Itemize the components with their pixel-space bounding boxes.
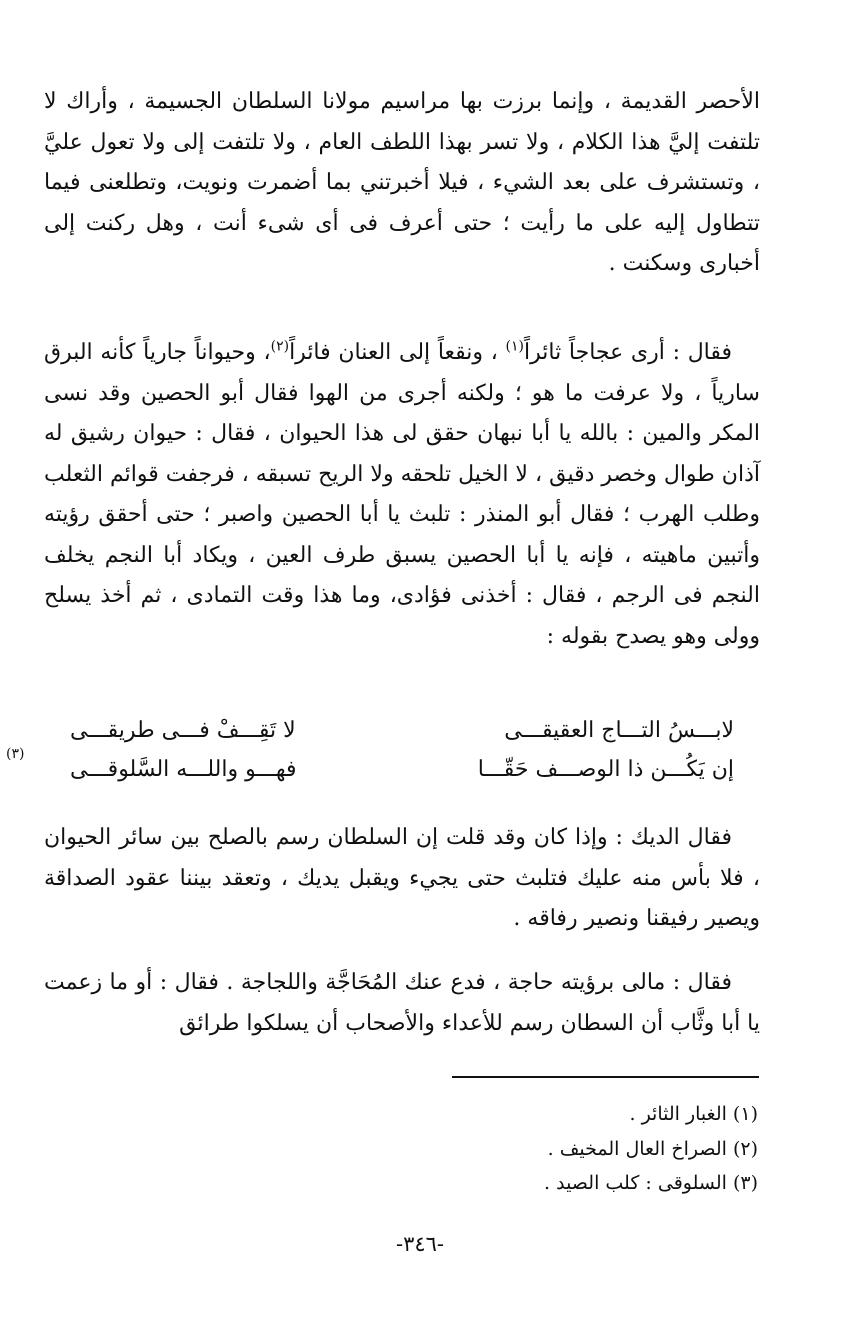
paragraph-2 (44, 333, 760, 657)
paragraph-3: فقال الديك : وإذا كان وقد قلت إن السلطان رسم بالصلح بين سائر الحيوان ، فلا بأس منه عليك فتلبث حتى يجيء ويقبل يديك ، وتعقد بيننا عقود الصداقة ويصير رفيقنا ونصير رفاقه . (44, 825, 760, 931)
verse-2-first-hemistich: إن يَكُـــن ذا الوصـــف حَقّـــا (477, 757, 734, 782)
verse-1-first-hemistich: لابـــسُ التـــاج العقيقـــى (504, 718, 734, 743)
footnotes (300, 1097, 758, 1201)
footnote-divider (452, 1076, 759, 1078)
paragraph-1: الأحصر القديمة ، وإنما برزت بها مراسيم مولانا السلطان الجسيمة ، وأراك لا تلتفت إليَّ هذا الكلام ، ولا تسر بهذا اللطف العام ، ولا تلتفت إلى ولا تعول عليَّ ، وتستشرف على بعد الشيء ، فيلا أخبرتني بما أضمرت ونويت، وتطلعنى فيما تتطاول إليه على ما رأيت ؛ حتى أعرف فى أى شىء أنت ، وهل ركنت إلى أخبارى وسكنت . (44, 89, 760, 276)
page-number: -٣٤٦- (395, 1232, 445, 1256)
footnote-2: (٢) الصراخ العال المخيف . (547, 1137, 758, 1160)
footnote-ref-3: (٣) (6, 746, 25, 762)
paragraph-2-lead-c: ، وحيواناً جارياً (135, 340, 271, 365)
footnote-ref-2: (٢) (270, 338, 290, 355)
paragraph-2-lead-a: فقال : أرى عجاجاً ثائراً (524, 340, 733, 365)
verse-line-1 (70, 718, 734, 756)
footnote-3: (٣) السلوقى : كلب الصيد . (544, 1172, 758, 1194)
verse-2-second-hemistich: فهـــو واللـــه السَّلوقـــى (70, 757, 297, 782)
footnote-ref-1: (١) (505, 338, 524, 355)
paragraph-2-lead-b: ، ونقعاً إلى العنان فائراً (289, 340, 506, 365)
paragraph-4: فقال : مالى برؤيته حاجة ، فدع عنك المُحَاجَّة واللجاجة . فقال : أو ما زعمت يا أبا وثَّاب أن السطان رسم للأعداء والأصحاب أن يسلكوا طرائق (44, 970, 760, 1036)
footnote-1: (١) الغبار الثائر . (629, 1103, 758, 1125)
verse-line-2 (70, 757, 734, 795)
verse-1-second-hemistich: لا تَقِـــفْ فـــى طريقـــى (70, 718, 296, 743)
paragraph-2-body: كأنه البرق سارياً ، ولا عرفت ما هو ؛ ولكنه أجرى من الهوا فقال أبو الحصين وقد نسى المكر والمين : بالله يا أبا نبهان حقق لى هذا الحيوان ، فقال : حيوان رشيق له آذان طوال وخصر دقيق ، لا الخيل تلحقه ولا الريح تسبقه ، فرجفت قوائم الثعلب وطلب الهرب ؛ فقال أبو المنذر : تلبث يا أبا الحصين واصبر ؛ حتى أحقق رؤيته وأتبين ماهيته ، فإنه يا أبا الحصين يسبق طرف العين ، ويكاد أبا النجم يخلف النجم فى الرجم ، فقال : أخذنى فؤادى، وما هذا وقت التمادى ، ثم أخذ يسلح وولى وهو يصدح بقوله : (44, 340, 760, 649)
